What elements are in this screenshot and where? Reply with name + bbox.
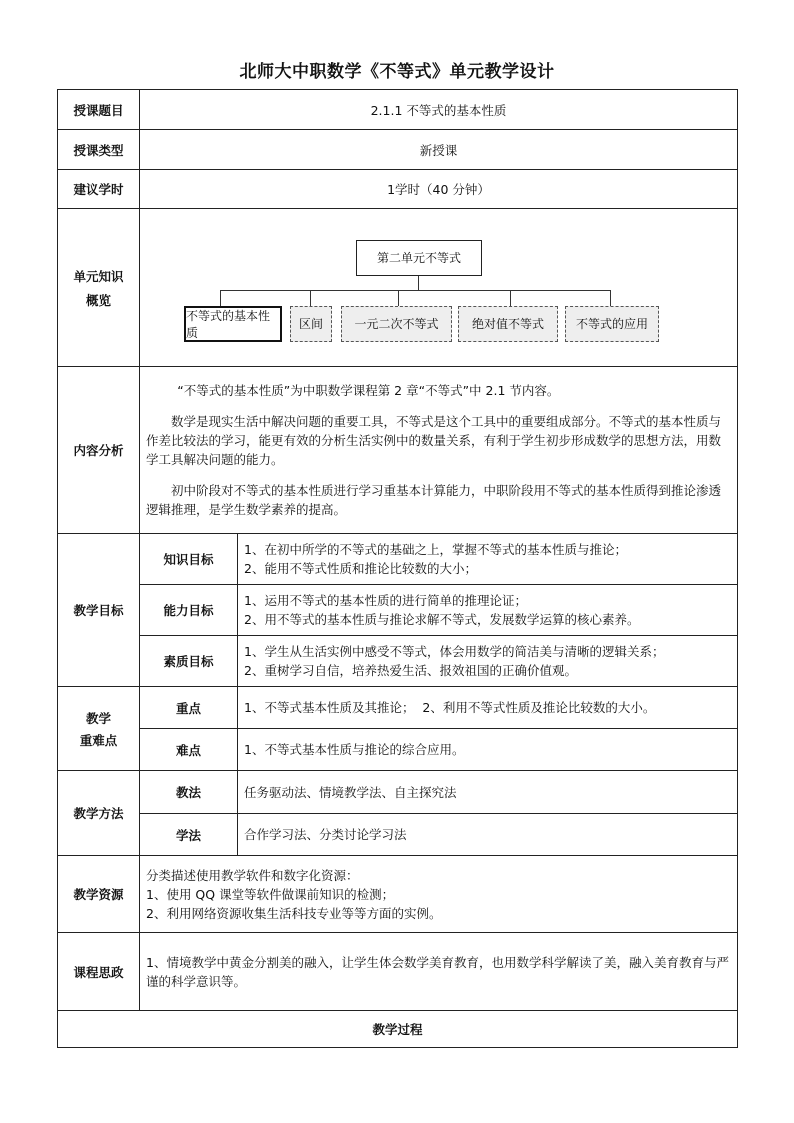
row-method-teaching xyxy=(58,771,738,814)
resources-content xyxy=(140,856,738,933)
diagram-node-interval: 区间 xyxy=(290,306,332,342)
method-teaching-label: 教法 xyxy=(140,771,238,814)
objective-knowledge-content xyxy=(238,534,738,585)
diagram-node-basic-properties: 不等式的基本性质 xyxy=(184,306,282,342)
type-label: 授课类型 xyxy=(58,130,140,170)
objective-line: 1、在初中所学的不等式的基础之上，掌握不等式的基本性质与推论； xyxy=(244,542,627,557)
row-topic xyxy=(58,90,738,130)
type-value: 新授课 xyxy=(140,130,738,170)
overview-label xyxy=(58,209,140,367)
objective-ability-label: 能力目标 xyxy=(140,585,238,636)
process-label: 教学过程 xyxy=(58,1011,738,1048)
keypoints-label-line2: 重难点 xyxy=(79,732,118,748)
diagram-root-node: 第二单元不等式 xyxy=(356,240,482,276)
objective-knowledge-label: 知识目标 xyxy=(140,534,238,585)
keypoints-label xyxy=(58,687,140,771)
analysis-paragraph: 初中阶段对不等式的基本性质进行学习重基本计算能力，中职阶段用不等式的基本性质得到推论渗透逻辑推理，是学生数学素养的提高。 xyxy=(146,483,722,517)
diagram-node-application: 不等式的应用 xyxy=(565,306,659,342)
keypoint-focus-text: 1、不等式基本性质及其推论； 2、利用不等式性质及推论比较数的大小。 xyxy=(238,687,738,729)
diagram-connector xyxy=(220,290,221,306)
diagram-connector xyxy=(398,290,399,306)
row-process xyxy=(58,1011,738,1048)
overview-label-line2: 概览 xyxy=(85,292,111,308)
diagram-connector xyxy=(510,290,511,306)
keypoint-difficulty-text: 1、不等式基本性质与推论的综合应用。 xyxy=(238,729,738,771)
row-objective-ability xyxy=(58,585,738,636)
objective-line: 1、学生从生活实例中感受不等式，体会用数学的简洁美与清晰的逻辑关系； xyxy=(244,644,665,659)
document-title: 北师大中职数学《不等式》单元教学设计 xyxy=(239,62,555,82)
resources-line: 2、利用网络资源收集生活科技专业等等方面的实例。 xyxy=(146,905,442,921)
diagram-connector xyxy=(610,290,611,306)
topic-value: 2.1.1 不等式的基本性质 xyxy=(140,90,738,130)
row-method-learning xyxy=(58,814,738,856)
row-resources xyxy=(58,856,738,933)
ideology-text: 1、情境教学中黄金分割美的融入，让学生体会数学美育教育，也用数学科学解读了美，融入美育教育与严谨的科学意识等。 xyxy=(140,933,738,1011)
lesson-design-table xyxy=(57,89,738,1048)
objective-line: 2、用不等式的基本性质与推论求解不等式，发展数学运算的核心素养。 xyxy=(244,612,640,627)
keypoint-focus-label: 重点 xyxy=(140,687,238,729)
row-objective-knowledge xyxy=(58,534,738,585)
method-learning-label: 学法 xyxy=(140,814,238,856)
overview-label-line1: 单元知识 xyxy=(73,268,124,284)
row-analysis xyxy=(58,367,738,534)
hours-label: 建议学时 xyxy=(58,170,140,209)
diagram-connector xyxy=(220,290,610,291)
methods-label: 教学方法 xyxy=(58,771,140,856)
diagram-node-quadratic: 一元二次不等式 xyxy=(341,306,452,342)
unit-knowledge-diagram xyxy=(140,210,737,366)
row-keypoint-difficulty xyxy=(58,729,738,771)
objective-line: 2、能用不等式性质和推论比较数的大小； xyxy=(244,561,477,576)
method-teaching-text: 任务驱动法、情境教学法、自主探究法 xyxy=(238,771,738,814)
row-type xyxy=(58,130,738,170)
row-overview xyxy=(58,209,738,367)
objective-line: 2、重树学习自信，培养热爱生活、报效祖国的正确价值观。 xyxy=(244,663,577,678)
objective-quality-label: 素质目标 xyxy=(140,636,238,687)
analysis-label: 内容分析 xyxy=(58,367,140,534)
row-objective-quality xyxy=(58,636,738,687)
keypoint-difficulty-label: 难点 xyxy=(140,729,238,771)
diagram-node-absolute: 绝对值不等式 xyxy=(458,306,558,342)
objective-quality-content xyxy=(238,636,738,687)
row-keypoint-focus xyxy=(58,687,738,729)
row-ideology xyxy=(58,933,738,1011)
analysis-paragraph: “不等式的基本性质”为中职数学课程第 2 章“不等式”中 2.1 节内容。 xyxy=(177,383,560,398)
objective-ability-content xyxy=(238,585,738,636)
overview-diagram-cell xyxy=(140,209,738,367)
analysis-content xyxy=(140,367,738,534)
keypoints-label-line1: 教学 xyxy=(85,710,111,726)
method-learning-text: 合作学习法、分类讨论学习法 xyxy=(238,814,738,856)
resources-line: 分类描述使用教学软件和数字化资源： xyxy=(146,867,359,883)
row-hours xyxy=(58,170,738,209)
resources-label: 教学资源 xyxy=(58,856,140,933)
topic-label: 授课题目 xyxy=(58,90,140,130)
hours-value: 1学时（40 分钟） xyxy=(140,170,738,209)
diagram-connector xyxy=(418,276,419,290)
resources-line: 1、使用 QQ 课堂等软件做课前知识的检测； xyxy=(146,886,395,902)
ideology-label: 课程思政 xyxy=(58,933,140,1011)
objectives-label: 教学目标 xyxy=(58,534,140,687)
objective-line: 1、运用不等式的基本性质的进行简单的推理论证； xyxy=(244,593,527,608)
analysis-paragraph: 数学是现实生活中解决问题的重要工具，不等式是这个工具中的重要组成部分。不等式的基本性质与作差比较法的学习，能更有效的分析生活实例中的数量关系，有利于学生初步形成数学的思想方法，用数学工具解决问题的能力。 xyxy=(146,414,722,467)
diagram-connector xyxy=(310,290,311,306)
